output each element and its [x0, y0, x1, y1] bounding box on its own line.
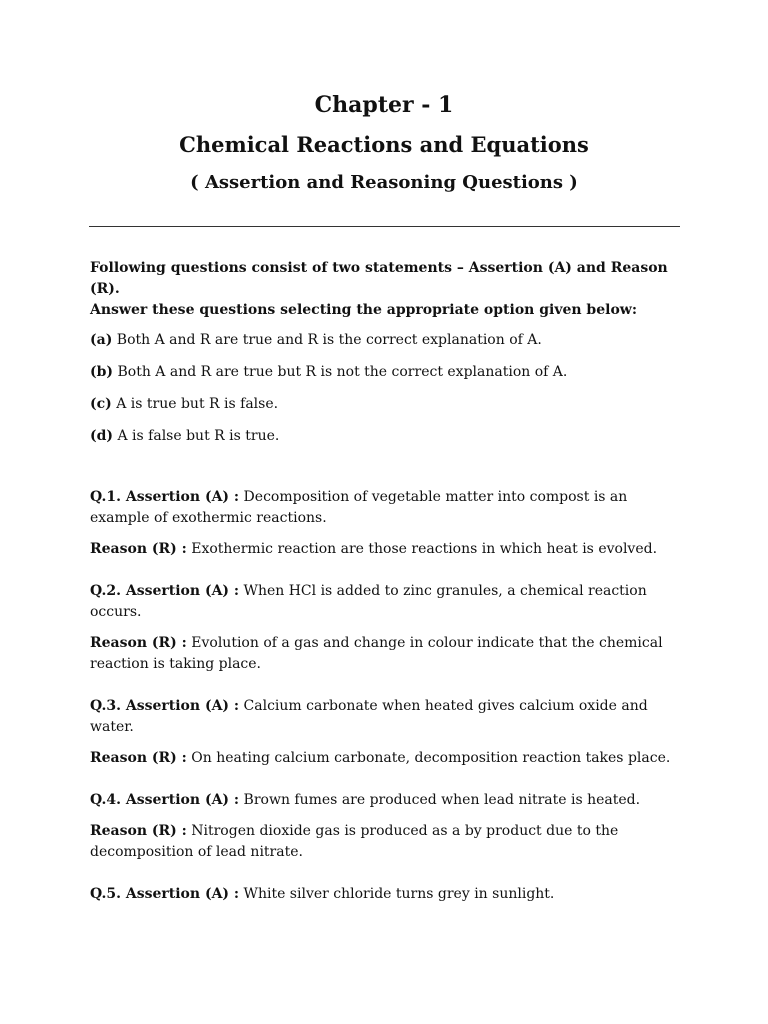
question-4-assertion: [90, 790, 680, 811]
chapter-heading: Chapter - 1: [314, 92, 454, 118]
assertion-text: When HCl is added to zinc granules, a chemical reaction occurs.: [90, 583, 647, 620]
reason-text: On heating calcium carbonate, decomposition reaction takes place.: [186, 750, 671, 766]
option-label: (b): [90, 364, 114, 380]
chapter-title: Chemical Reactions and Equations: [179, 132, 589, 157]
reason-label: Reason (R) :: [90, 541, 187, 557]
question-5-assertion: [90, 884, 680, 905]
instructions-line-1: Following questions consist of two statements – Assertion (A) and Reason (R).: [90, 260, 668, 297]
assertion-label: Q.2. Assertion (A) :: [90, 583, 240, 599]
assertion-text: Brown fumes are produced when lead nitrate is heated.: [239, 792, 641, 808]
option-label: (a): [90, 332, 113, 348]
question-1-reason: [90, 539, 680, 560]
assertion-label: Q.4. Assertion (A) :: [90, 792, 240, 808]
question-3-assertion: [90, 696, 680, 738]
question-2-assertion: [90, 581, 680, 623]
option-c: [90, 394, 680, 415]
assertion-text: Calcium carbonate when heated gives calcium oxide and water.: [90, 698, 648, 735]
reason-label: Reason (R) :: [90, 823, 187, 839]
option-text: A is false but R is true.: [113, 428, 280, 444]
option-label: (d): [90, 428, 114, 444]
reason-label: Reason (R) :: [90, 635, 187, 651]
instructions-line-2: Answer these questions selecting the appropriate option given below:: [90, 302, 637, 318]
assertion-label: Q.5. Assertion (A) :: [90, 886, 240, 902]
assertion-label: Q.1. Assertion (A) :: [90, 489, 240, 505]
question-1-assertion: [90, 487, 680, 529]
content: [90, 258, 680, 915]
section-subtitle: ( Assertion and Reasoning Questions ): [190, 172, 578, 193]
option-text: Both A and R are true and R is the correct explanation of A.: [112, 332, 542, 348]
reason-label: Reason (R) :: [90, 750, 187, 766]
question-4-reason: [90, 821, 680, 863]
instructions: [90, 258, 680, 321]
reason-text: Evolution of a gas and change in colour indicate that the chemical reaction is taking place.: [90, 635, 663, 672]
option-text: Both A and R are true but R is not the correct explanation of A.: [113, 364, 568, 380]
option-b: [90, 362, 680, 383]
option-d: [90, 426, 680, 447]
assertion-text: White silver chloride turns grey in sunlight.: [239, 886, 555, 902]
reason-text: Nitrogen dioxide gas is produced as a by product due to the decomposition of lead nitrate.: [90, 823, 619, 860]
assertion-text: Decomposition of vegetable matter into compost is an example of exothermic reactions.: [90, 489, 628, 526]
reason-text: Exothermic reaction are those reactions in which heat is evolved.: [186, 541, 658, 557]
question-3-reason: [90, 748, 680, 769]
assertion-label: Q.3. Assertion (A) :: [90, 698, 240, 714]
divider: [89, 226, 680, 227]
option-label: (c): [90, 396, 112, 412]
question-2-reason: [90, 633, 680, 675]
option-text: A is true but R is false.: [111, 396, 279, 412]
option-a: [90, 330, 680, 351]
